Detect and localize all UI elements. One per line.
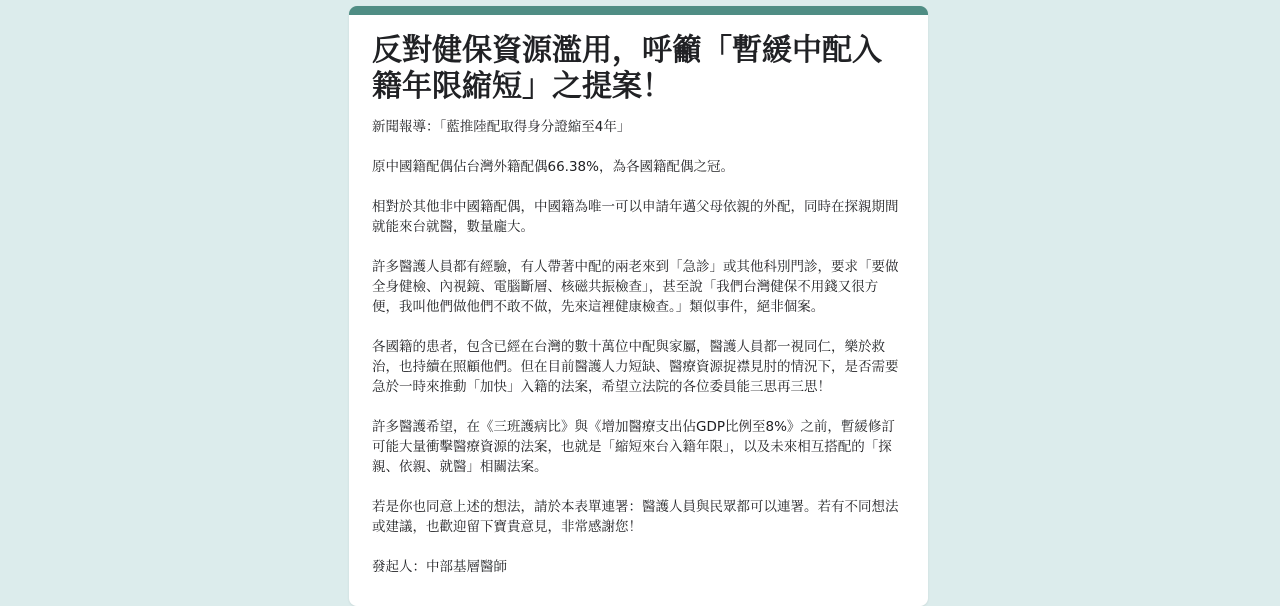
description-paragraph: 許多醫護人員都有經驗，有人帶著中配的兩老來到「急診」或其他科別門診，要求「要做全身健檢、內視鏡、電腦斷層、核磁共振檢查」，甚至說「我們台灣健保不用錢又很方便，我叫他們做他們不敢不做，先來這裡健康檢查。」類似事件，絕非個案。 (372, 259, 899, 315)
description-paragraph: 各國籍的患者，包含已經在台灣的數十萬位中配與家屬，醫護人員都一視同仁，樂於救治，也持續在照顧他們。但在目前醫護人力短缺、醫療資源捉襟見肘的情況下，是否需要急於一時來推動「加快」入籍的法案，希望立法院的各位委員能三思再三思！ (372, 339, 899, 395)
description-paragraph: 新聞報導：「藍推陸配取得身分證縮至4年」 (372, 119, 631, 135)
description-paragraph: 許多醫護希望，在《三班護病比》與《增加醫療支出佔GDP比例至8%》之前，暫緩修訂可能大量衝擊醫療資源的法案，也就是「縮短來台入籍年限」，以及未來相互搭配的「探親、依親、就醫」相關法案。 (372, 419, 895, 475)
form-accent-bar (349, 6, 928, 15)
form-title: 反對健保資源濫用，呼籲「暫緩中配入籍年限縮短」之提案！ (372, 33, 882, 104)
description-paragraph: 相對於其他非中國籍配偶，中國籍為唯一可以申請年邁父母依親的外配，同時在探親期間就能來台就醫，數量龐大。 (372, 199, 899, 235)
form-header-card (349, 6, 928, 606)
form-description (372, 117, 905, 577)
description-paragraph: 原中國籍配偶佔台灣外籍配偶66.38%，為各國籍配偶之冠。 (372, 159, 734, 175)
organizer-line: 發起人：中部基層醫師 (372, 559, 507, 575)
description-paragraph: 若是你也同意上述的想法，請於本表單連署：醫護人員與民眾都可以連署。若有不同想法或建議，也歡迎留下寶貴意見，非常感謝您！ (372, 499, 899, 535)
